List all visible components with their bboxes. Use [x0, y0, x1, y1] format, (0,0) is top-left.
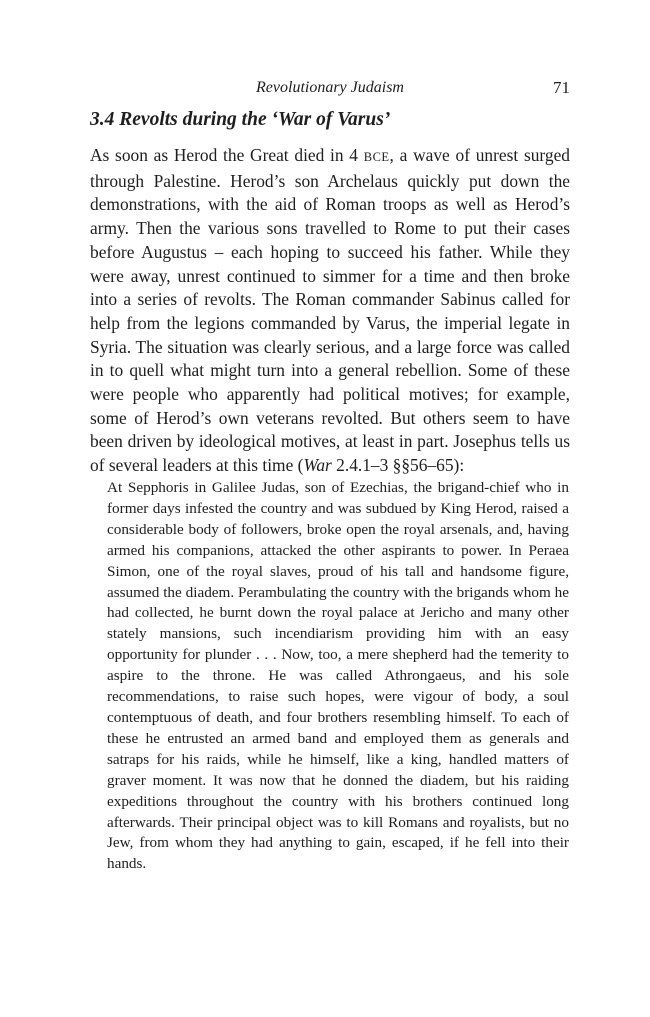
- body-text-part1: As soon as Herod the Great died in 4: [90, 145, 364, 165]
- body-text-part2: , a wave of unrest surged through Palestine. Herod’s son Archelaus quickly put down the demonstrations, with the aid of Roman troops as well as Herod’s army. Then the various sons travelled to Rome to put their cases before Augustus – each hoping to succeed his father. While they were away, unrest continued to simmer for a time and then broke into a series of revolts. The Roman commander Sabinus called for help from the legions commanded by Varus, the imperial legate in Syria. The situation was clearly serious, and a large force was called in to quell what might turn into a general rebellion. Some of these were people who apparently had political motives; for example, some of Herod’s own veterans revolted. But others seem to have been driven by ideological motives, at least in part. Josephus tells us of several leaders at this time (: [90, 145, 570, 476]
- page-number: 71: [553, 78, 570, 97]
- cited-work-title: War: [303, 455, 332, 476]
- section-heading: 3.4 Revolts during the ‘War of Varus’: [90, 109, 391, 130]
- running-head: [90, 76, 570, 100]
- block-quote: At Sepphoris in Galilee Judas, son of Ezechias, the brigand-chief who in former days infested the country and was subdued by King Herod, raised a considerable body of followers, broke open the royal arsenals, and, having armed his companions, attacked the other aspirants to power. In Peraea Simon, one of the royal slaves, proud of his tall and handsome figure, assumed the diadem. Perambulating the country with the brigands whom he had collected, he burnt down the royal palace at Jericho and many other stately mansions, such incendiarism providing him with an easy opportunity for plunder . . . Now, too, a mere shepherd had the temerity to aspire to the throne. He was called Athrongaeus, and his sole recommendations, to raise such hopes, were vigour of body, a soul contemptuous of death, and four brothers resembling himself. To each of these he entrusted an armed band and employed them as generals and satraps for his raids, while he himself, like a king, handled matters of graver moment. It was now that he donned the diadem, but his raiding expeditions throughout the country with his brothers continued long afterwards. Their principal object was to kill Romans and royalists, but no Jew, from whom they had anything to gain, escaped, if he fell into their hands.: [107, 479, 569, 873]
- era-abbreviation: BCE: [363, 150, 390, 164]
- body-paragraph: [90, 144, 570, 478]
- body-text-part3: 2.4.1–3 §§56–65):: [331, 455, 465, 476]
- running-title: Revolutionary Judaism: [256, 79, 404, 96]
